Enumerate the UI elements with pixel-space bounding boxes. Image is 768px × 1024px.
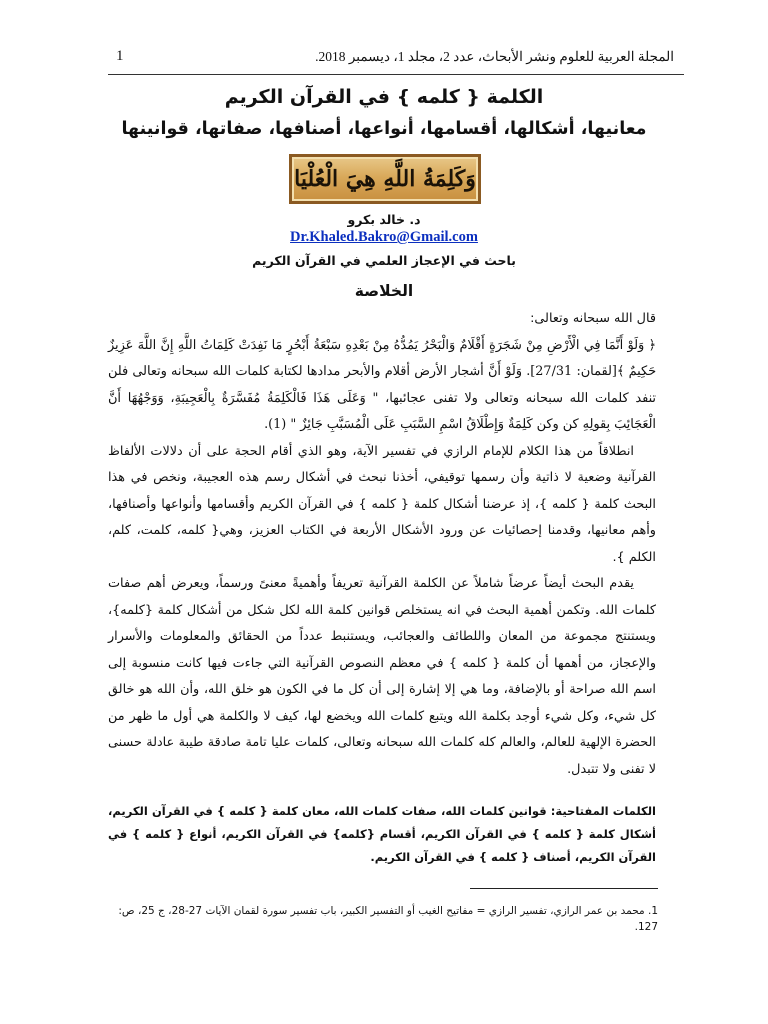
running-header: [108, 44, 684, 75]
abstract-body: [108, 306, 656, 783]
paper-title: الكلمة { كلمه } في القرآن الكريم: [224, 86, 544, 108]
footnote-separator: [470, 888, 658, 889]
paper-subtitle: معانيها، أشكالها، أقسامها، أنواعها، أصنافها، صفاتها، قوانينها: [121, 119, 647, 139]
abstract-paragraph-2: يقدم البحث أيضاً عرضاً شاملاً عن الكلمة القرآنية تعريفاً وأهميةً معنىً ورسماً، ويعرض أهم صفات كلمات الله. وتكمن أهمية البحث في انه يستخلص قوانين كلمة الله لكل شكل من أشكال كلمة {كلمه}، ويستنتج مجموعة من المعان واللطائف والعجائب، ويستنبط عدداً من الحقائق والمعلومات والأسرار والإعجاز، من أهمها أن كلمة { كلمه } في معظم النصوص القرآنية التي جاءت فيها كانت منسوبة إلى اسم الله صراحة أو بالإضافة، وما هي إلا إشارة إلى أن كل ما في الكون هو خلق الله، وأن الله هو خالق كل شيء، وكل شيء أوجد بكلمة الله ويتبع كلمات الله ويخضع لها، كيف لا والكلمة هي أول ما ظهر من الحضرة الإلهية للعالم، والعالم كله كلمات الله سبحانه وتعالى، كلمات عليا تامة صادقة طيبة عادلة حسنى لا تفنى ولا تتبدل.: [108, 576, 656, 777]
page-number: 1: [116, 48, 124, 64]
author-affiliation: باحث في الإعجاز العلمي في القرآن الكريم: [252, 253, 516, 268]
quran-verse-calligraphy-banner: [289, 154, 481, 204]
abstract-heading: الخلاصة: [354, 282, 414, 300]
journal-citation: المجلة العربية للعلوم ونشر الأبحاث، عدد 2، مجلد 1، ديسمبر 2018.: [315, 49, 674, 64]
keywords: الكلمات المفتاحية: قوانين كلمات الله، صفات كلمات الله، معان كلمة { كلمه } في القرآن الكريم، أشكال كلمة { كلمه } في القرآن الكريم، أقسام {كلمه} في القرآن الكريم، أنواع { كلمه } في القرآن الكريم، أصناف { كلمه } في القرآن الكريم.: [108, 804, 656, 864]
abstract-paragraph-1: انطلاقاً من هذا الكلام للإمام الرازي في تفسير الآية، وهو الذي أقام الحجة على أن دلالات الألفاظ القرآنية وضعية لا ذاتية وأن رسمها توقيفي، أخذنا نبحث في أشكال رسم هذه العجيبة، ونخص في هذا البحث كلمة { كلمه }، إذ عرضنا أشكال كلمة { كلمه } في القرآن الكريم وأقسامها وأنواعها وأصنافها، وأهم معانيها، وقدمنا إحصائيات عن ورود الأشكال الأربعة في الكتاب العزيز، وهي{ كلمه، كلمت، كلم، الكلم }.: [108, 443, 656, 565]
author-name: د. خالد بكرو: [347, 212, 421, 227]
calligraphy-text: وَكَلِمَةُ اللَّهِ هِيَ الْعُلْيَا: [294, 166, 476, 192]
author-email-link[interactable]: Dr.Khaled.Bakro@Gmail.com: [290, 229, 478, 245]
abstract-verse-paragraph: ﴿ وَلَوْ أَنَّمَا فِي الْأَرْضِ مِنْ شَجَرَةٍ أَقْلَامٌ وَالْبَحْرُ يَمُدُّهُ مِنْ بَعْدِهِ سَبْعَةُ أَبْحُرٍ مَا نَفِدَتْ كَلِمَاتُ اللَّهِ إِنَّ اللَّهَ عَزِيزٌ حَكِيمٌ ﴾[لقمان: 27/31]. وَلَوْ أَنَّ أشجار الأرض أقلام والأبحر مدادها لكتابة كلمات الله سبحانه وتعالى فلن تنفد كلمات الله سبحانه وتعالى ولا تفنى عجائبها، " وَعَلَى هَذَا فَالْكَلِمَةُ مُفَسَّرَةٌ بِالْعَجِيبَةِ، وَوَجْهُهَا أَنَّ الْعَجَائِبَ بِقولِهِ كن وكن كَلِمَةٌ وَإِطْلَاقُ اسْمِ السَّبَبِ عَلَى الْمُسَبَّبِ جَائِزٌ " (1).: [108, 337, 656, 432]
abstract-intro: قال الله سبحانه وتعالى:: [530, 311, 656, 326]
footnote: 1. محمد بن عمر الرازي، تفسير الرازي = مفاتيح الغيب أو التفسير الكبير، باب تفسير سورة لقمان الآيات 27-28، ج 25، ص: 127.: [118, 905, 658, 933]
